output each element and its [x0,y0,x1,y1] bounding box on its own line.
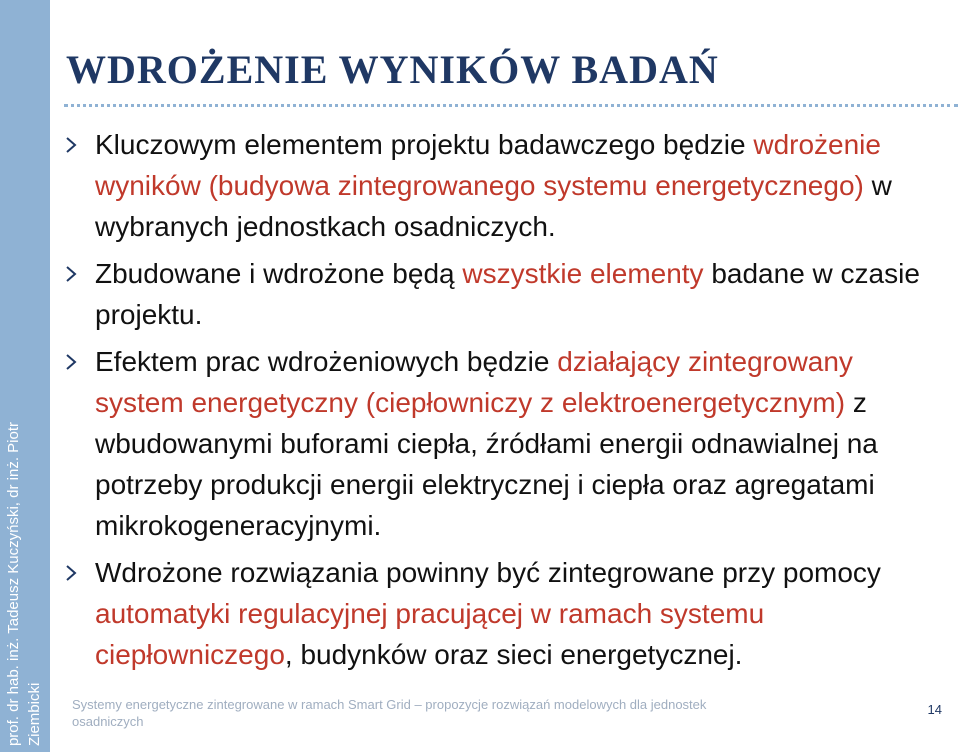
chevron-right-icon [65,565,77,581]
bullet-text: w wybranych jednostkach osadniczych. [95,170,892,242]
bullet-text: , budynków oraz sieci energetycznej. [284,639,743,670]
bullet-text: Zbudowane i wdrożone będą [95,258,463,289]
highlighted-text: wszystkie elementy [462,258,704,289]
chevron-right-icon [65,266,77,282]
chevron-right-icon [65,354,77,370]
author-credit: prof. dr hab. inż. Tadeusz Kuczyński, dr inż. Piotr Ziembicki [5,421,43,746]
bullet-item [60,253,940,335]
bullet-list [60,124,940,681]
bullet-text: Efektem prac wdrożeniowych będzie [95,346,558,377]
bullet-text: Kluczowym elementem projektu badawczego będzie [95,129,754,160]
bullet-item [60,124,940,247]
page-number: 14 [927,702,942,717]
bullet-text: badane w czasie projektu. [95,258,920,330]
highlighted-text: wdrożenie wyników (budyowa zintegrowanego systemu energetycznego) [95,129,881,201]
highlighted-text: działający zintegrowany system energetyczny (ciepłowniczy z elektroenergetycznym) [95,346,853,418]
bullet-text: z wbudowanymi buforami ciepła, źródłami energii odnawialnej na potrzeby produkcji energii elektrycznej i ciepła oraz agregatami mikrokogeneracyjnymi. [95,387,878,541]
slide-title: WDROŻENIE WYNIKÓW BADAŃ [66,47,719,92]
bullet-text: Wdrożone rozwiązania powinny być zintegrowane przy pomocy [95,557,881,588]
highlighted-text: automatyki regulacyjnej pracującej w ramach systemu ciepłowniczego [95,598,765,670]
title-divider [64,104,958,107]
footer-text: Systemy energetyczne zintegrowane w ramach Smart Grid – propozycje rozwiązań modelowych dla jednostek osadniczych [72,697,707,729]
bullet-item [60,552,940,675]
chevron-right-icon [65,137,77,153]
bullet-item [60,341,940,546]
sidebar [0,0,50,752]
